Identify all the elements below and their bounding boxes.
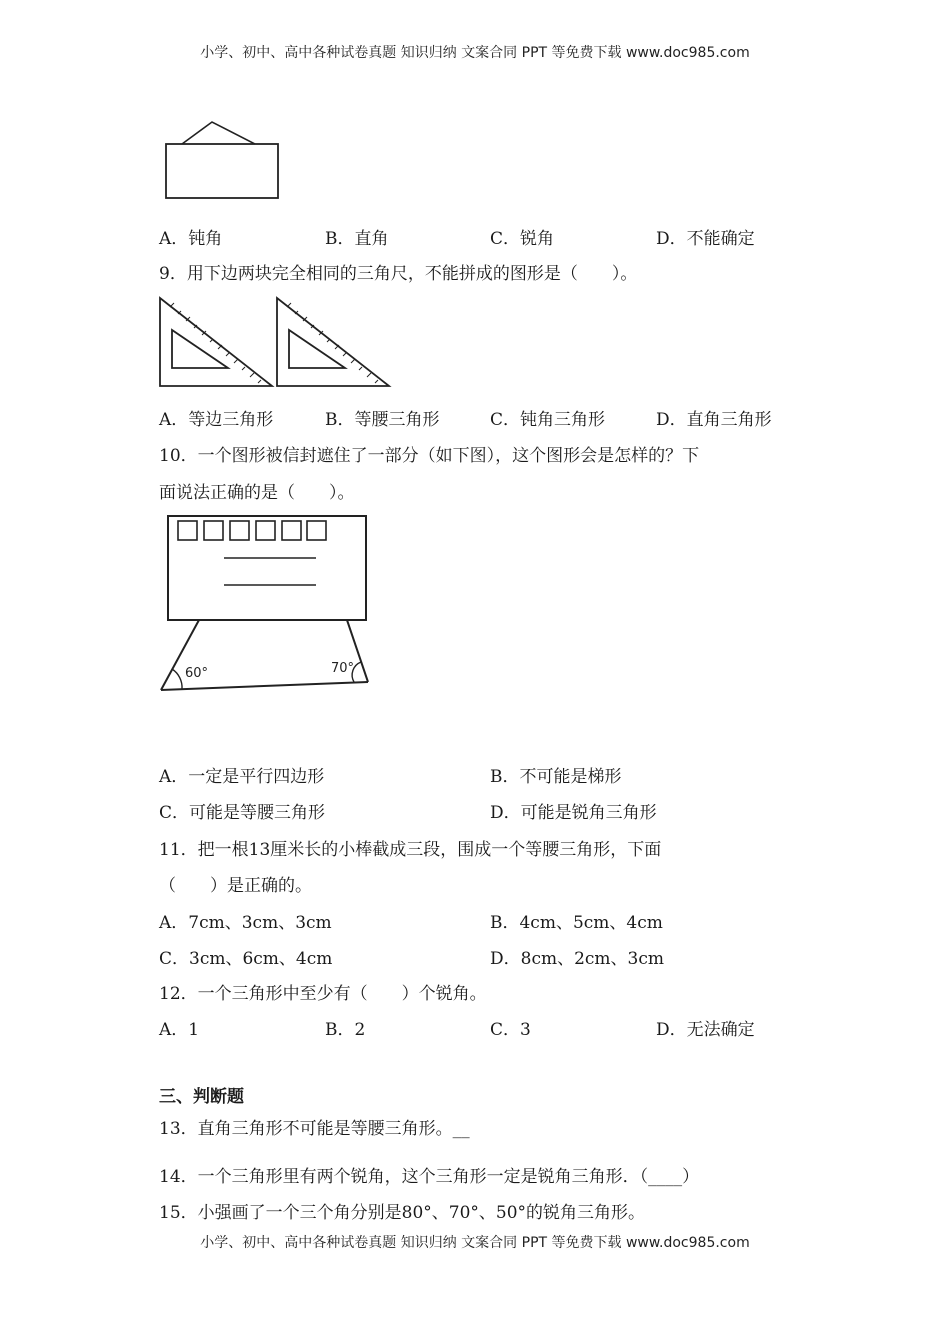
q8-option-d: D．不能确定 [656, 229, 755, 249]
q10-option-c: C．可能是等腰三角形 [159, 803, 326, 823]
envelope [168, 516, 366, 620]
angle-label-left: 60° [185, 666, 209, 681]
q11-question-line1: 11．把一根13厘米长的小棒截成三段，围成一个等腰三角形，下面 [159, 840, 662, 860]
q12-question: 12．一个三角形中至少有（ ）个锐角。 [159, 984, 487, 1004]
q15-question: 15．小强画了一个三个角分别是80°、70°、50°的锐角三角形。 [159, 1203, 646, 1223]
set-square-right [277, 298, 389, 386]
q9-option-a: A．等边三角形 [159, 410, 274, 430]
q11-option-b: B．4cm、5cm、4cm [490, 913, 663, 933]
q10-option-b: B．不可能是梯形 [490, 767, 622, 787]
q10-option-d: D．可能是锐角三角形 [490, 803, 657, 823]
q11-option-d: D．8cm、2cm、3cm [490, 949, 665, 969]
q11-option-c: C．3cm、6cm、4cm [159, 949, 333, 969]
angle-label-right: 70° [331, 661, 355, 676]
q8-figure [160, 118, 285, 204]
set-square-left [160, 298, 272, 386]
q14-question: 14．一个三角形里有两个锐角，这个三角形一定是锐角三角形．（____） [159, 1167, 700, 1187]
q12-option-c: C．3 [490, 1020, 531, 1040]
q11-option-a: A．7cm、3cm、3cm [159, 913, 332, 933]
page-header: 小学、初中、高中各种试卷真题 知识归纳 文案合同 PPT 等免费下载 www.doc985.com [200, 45, 750, 61]
q12-option-d: D．无法确定 [656, 1020, 755, 1040]
q9-question: 9．用下边两块完全相同的三角尺，不能拼成的图形是（ ）。 [159, 264, 638, 284]
q13-question: 13．直角三角形不可能是等腰三角形。__ [159, 1119, 470, 1139]
q9-figure [158, 296, 394, 392]
q9-option-b: B．等腰三角形 [325, 410, 440, 430]
q10-option-a: A．一定是平行四边形 [159, 767, 325, 787]
q12-option-a: A．1 [159, 1020, 200, 1040]
q10-question-line1: 10．一个图形被信封遮住了一部分（如下图），这个图形会是怎样的？下 [159, 446, 700, 466]
q8-option-b: B．直角 [325, 229, 389, 249]
q11-question-line2: （ ）是正确的。 [159, 876, 312, 896]
q9-option-c: C．钝角三角形 [490, 410, 606, 430]
q12-option-b: B．2 [325, 1020, 366, 1040]
section-3-title: 三、判断题 [159, 1087, 244, 1107]
q10-question-line2: 面说法正确的是（ ）。 [159, 483, 355, 503]
q8-option-a: A．钝角 [159, 229, 223, 249]
q10-figure [158, 514, 372, 694]
page-footer: 小学、初中、高中各种试卷真题 知识归纳 文案合同 PPT 等免费下载 www.doc985.com [200, 1235, 750, 1251]
q9-option-d: D．直角三角形 [656, 410, 772, 430]
q8-option-c: C．锐角 [490, 229, 555, 249]
